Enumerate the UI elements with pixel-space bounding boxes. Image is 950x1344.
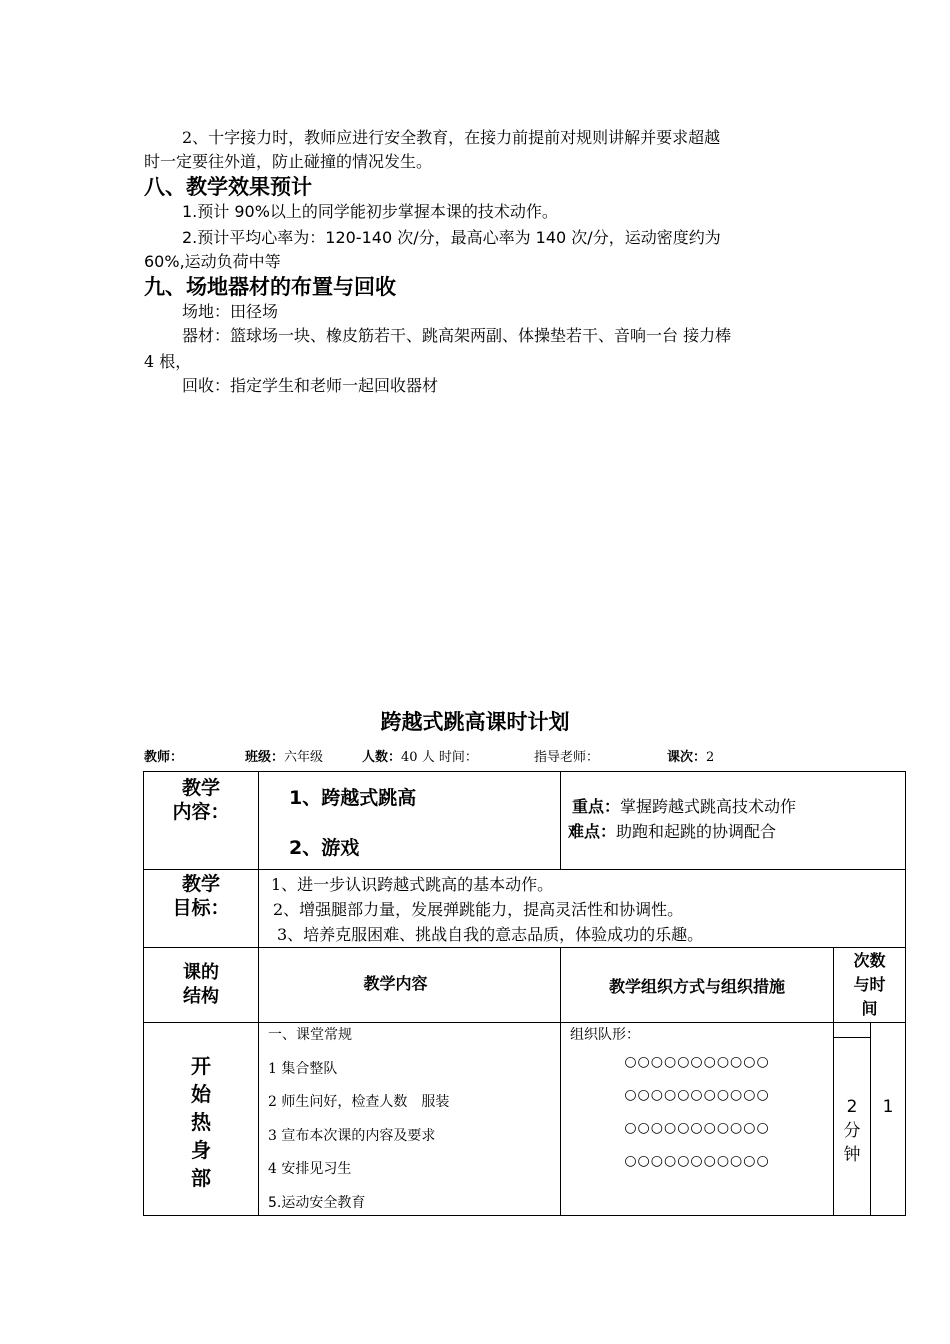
warmup-item: 3 宣布本次课的内容及要求 [268,1127,436,1144]
goals-label-cell [144,870,259,948]
content-items-cell [259,772,561,870]
section8-heading: 八、教学效果预计 [144,175,312,199]
count-label: 人数： [362,750,402,765]
advisor-label: 指导老师： [534,750,600,765]
difficulty-label: 难点： [568,822,617,841]
formation-row: ○○○○○○○○○○○ [624,1087,770,1103]
goals-row [144,870,906,948]
count-value: 1 [882,1097,894,1117]
warmup-label-char: 热 [191,1110,211,1134]
warmup-item: 4 安排见习生 [268,1161,352,1177]
formation-row: ○○○○○○○○○○○ [624,1153,770,1169]
class-field [245,749,323,767]
lesson-plan-table [143,771,906,1216]
content-item-1: 1、跨越式跳高 [289,787,417,809]
effect-item-2-line1: 2.预计平均心率为：120-140 次/分，最高心率为 140 次/分，运动密度约为 [182,228,721,247]
difficulty-point [561,819,905,844]
equipment-line2: 4 根， [144,352,192,371]
content-header: 教学内容 [363,973,428,993]
duration-top-divider [834,1023,870,1038]
duration-unit-2: 钟 [843,1145,861,1165]
content-item-2: 2、游戏 [289,837,360,859]
lesson-field [667,749,714,767]
effect-item-2-line2: 60%,运动负荷中等 [144,252,281,271]
organization-header: 教学组织方式与组织措施 [609,976,786,996]
goal-2: 2、增强腿部力量，发展弹跳能力，提高灵活性和协调性。 [273,900,684,919]
key-label: 重点： [572,797,621,816]
warmup-item: 5.运动安全教育 [268,1194,366,1211]
formation-cell [561,1023,834,1216]
class-label: 班级： [245,750,285,765]
effect-item-1: 1.预计 90%以上的同学能初步掌握本课的技术动作。 [182,202,558,221]
organization-header-cell [561,948,834,1023]
times-header-line1: 次数 [853,951,886,970]
structure-header-line1: 课的 [183,962,219,983]
duration-unit-1: 分 [843,1121,861,1141]
warmup-label-char: 开 [191,1054,211,1078]
count-field [362,749,478,767]
warmup-row [144,1023,906,1216]
structure-header-row [144,948,906,1023]
content-row [144,772,906,870]
goal-3: 3、培养克服困难、挑战自我的意志品质，体验成功的乐趣。 [277,925,704,944]
formation-row: ○○○○○○○○○○○ [624,1120,770,1136]
lesson-label: 课次： [667,750,707,765]
safety-item-line1: 2、十字接力时，教师应进行安全教育，在接力前提前对规则讲解并要求超越 [182,128,721,147]
equipment-line1: 器材：篮球场一块、橡皮筋若干、跳高架两副、体操垫若干、音响一台 接力棒 [182,326,732,345]
teacher-label: 教师： [144,750,184,765]
count-cell [871,1023,906,1216]
structure-header-line2: 结构 [183,986,219,1007]
warmup-label-char: 部 [191,1166,211,1190]
key-value: 掌握跨越式跳高技术动作 [620,797,797,816]
content-header-cell [259,948,561,1023]
section9-heading: 九、场地器材的布置与回收 [144,275,396,299]
lesson-value: 2 [706,750,715,765]
warmup-label-char: 始 [191,1082,211,1106]
goals-label-line1: 教学 [181,873,220,895]
plan-meta [144,749,183,767]
times-header-line3: 间 [861,999,878,1018]
formation-row: ○○○○○○○○○○○ [624,1054,770,1070]
class-value: 六年级 [284,750,324,765]
safety-item-line2: 时一定要往外道，防止碰撞的情况发生。 [144,152,433,171]
venue-line: 场地：田径场 [182,302,279,321]
times-header-line2: 与时 [853,975,886,994]
plan-title: 跨越式跳高课时计划 [380,710,570,734]
duration-cell [834,1023,871,1216]
structure-header-cell [144,948,259,1023]
count-value: 40 人 [401,750,435,765]
time-label: 时间： [438,750,478,765]
key-difficulty-cell [561,772,906,870]
warmup-label-cell [144,1023,259,1216]
content-label-line1: 教学 [181,777,220,799]
warmup-item: 2 师生问好，检查人数 服装 [268,1094,450,1110]
advisor-field [534,749,599,767]
warmup-item: 1 集合整队 [268,1060,338,1077]
content-label-line2: 内容： [172,801,230,823]
goals-label-line2: 目标： [172,897,230,919]
warmup-item: 一、课堂常规 [268,1027,352,1043]
difficulty-value: 助跑和起跳的协调配合 [616,822,777,841]
warmup-items-cell [259,1023,561,1216]
formation-label: 组织队形： [570,1027,641,1043]
times-header-cell [834,948,906,1023]
content-label-cell [144,772,259,870]
goals-cell [259,870,906,948]
recycle-line: 回收：指定学生和老师一起回收器材 [182,376,439,395]
duration-number: 2 [846,1097,858,1117]
warmup-label-char: 身 [191,1138,211,1162]
key-point [561,772,905,819]
goal-1: 1、进一步认识跨越式跳高的基本动作。 [271,875,554,894]
